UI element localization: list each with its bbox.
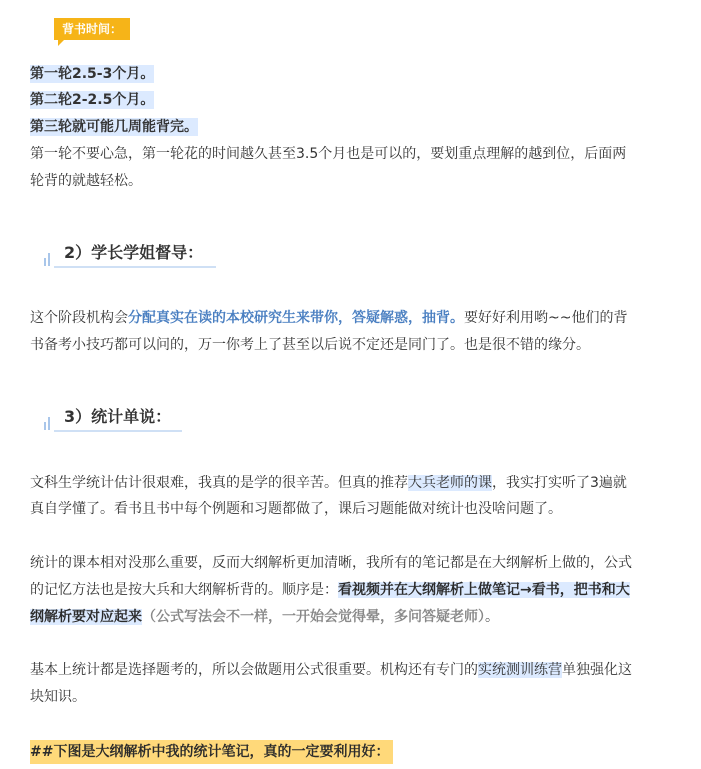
round-1-line (30, 61, 154, 87)
p2-order-highlight: 看视频并在大纲解析上做笔记→看书，把书和大 (338, 582, 630, 598)
section-2-title: 2）学长学姐督导： (64, 243, 204, 262)
section-3-p1-line-1 (30, 470, 627, 496)
round-3-text: 第三轮就可能几周能背完。 (30, 119, 198, 135)
section-2-heading (44, 238, 224, 268)
section-3-p2-line-3 (30, 604, 499, 630)
round-note-line-1: 第一轮不要心急，第一轮花的时间越久甚至3.5个月也是可以的，要划重点理解的越到位，后面两 (30, 146, 627, 162)
section-3-p1-line-2: 真自学懂了。看书且书中每个例题和习题都做了，课后习题能做对统计也没啥问题了。 (30, 501, 562, 517)
round-2-line (30, 87, 154, 113)
heading-underline (54, 266, 216, 268)
tag-pointer (58, 40, 64, 46)
section-3-p2-line-1: 统计的课本相对没那么重要，反而大纲解析更加清晰，我所有的笔记都是在大纲解析上做的，公式 (30, 555, 632, 571)
round-1-text: 第一轮2.5-3个月。 (30, 66, 155, 82)
heading-underline (54, 430, 182, 432)
p2-period: 。 (485, 609, 499, 625)
p2-gray-note: （公式写法会不一样，一开始会觉得晕，多问答疑老师） (142, 609, 485, 625)
p2-order-highlight-cont: 纲解析要对应起来 (30, 609, 142, 625)
section-3-p3-line-1 (30, 657, 632, 683)
section-3-p3-line-2: 块知识。 (30, 689, 86, 705)
p3-text-a: 基本上统计都是选择题考的，所以会做题用公式很重要。机构还有专门的 (30, 662, 478, 678)
section-2-text-c: 要好好利用哟~~他们的背 (464, 310, 628, 326)
round-note-line-2: 轮背的就越轻松。 (30, 173, 142, 189)
teacher-highlight: 大兵老师的课 (408, 475, 492, 491)
section-3-p2-line-2 (30, 577, 630, 603)
round-3-line (30, 114, 198, 140)
p2-text-a: 的记忆方法也是按大兵和大纲解析背的。顺序是： (30, 582, 338, 598)
bootcamp-highlight: 实统测训练营 (478, 662, 562, 678)
section-3-heading (44, 402, 194, 432)
section-2-blue-highlight: 分配真实在读的本校研究生来带你，答疑解惑，抽背。 (128, 310, 464, 326)
p1-text-a: 文科生学统计估计很艰难，我真的是学的很辛苦。但真的推荐 (30, 475, 408, 491)
section-tag: 背书时间： (54, 18, 130, 40)
section-3-title: 3）统计单说： (64, 407, 172, 426)
section-2-line-1 (30, 305, 627, 331)
section-2-line-2: 书备考小技巧都可以问的，万一你考上了甚至以后说不定还是同门了。也是很不错的缘分。 (30, 337, 590, 353)
p1-text-c: ，我实打实听了3遍就 (492, 475, 627, 491)
p3-text-c: 单独强化这 (562, 662, 632, 678)
round-2-text: 第二轮2-2.5个月。 (30, 92, 155, 108)
notes-callout: ##下图是大纲解析中我的统计笔记，真的一定要利用好： (30, 740, 393, 764)
section-2-text-a: 这个阶段机构会 (30, 310, 128, 326)
